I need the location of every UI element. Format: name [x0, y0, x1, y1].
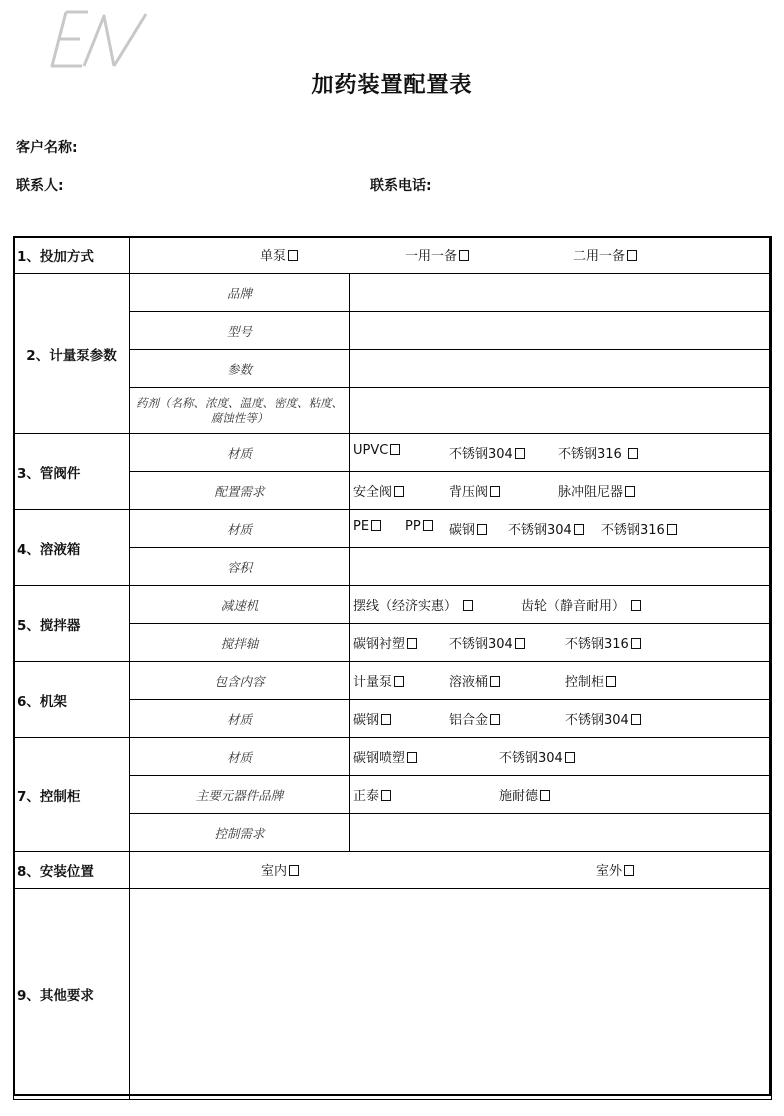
checkbox[interactable] [565, 752, 575, 763]
option-pp[interactable] [405, 519, 433, 534]
row-cabinet-material [14, 738, 772, 776]
option-label: 施耐德 [499, 788, 539, 804]
option-label: 计量泵 [353, 674, 393, 690]
option-single-pump[interactable] [260, 245, 298, 264]
option-ss304[interactable] [449, 443, 525, 462]
checkbox[interactable] [394, 676, 404, 687]
option-label: 不锈钢304 [565, 712, 629, 728]
section-label: 1、投加方式 [14, 237, 130, 274]
option-upvc[interactable] [353, 443, 400, 458]
option-pe[interactable] [353, 519, 381, 534]
frame-material-options [350, 700, 772, 738]
sub-label-chemical: 药剂（名称、浓度、温度、密度、粘度、腐蚀性等） [130, 388, 350, 434]
checkbox[interactable] [490, 676, 500, 687]
input-control-requirements[interactable] [350, 814, 772, 852]
input-pump-params[interactable] [350, 350, 772, 388]
contact-phone-label: 联系电话: [370, 178, 432, 194]
row-tank-material [14, 510, 772, 548]
option-safety-valve[interactable] [353, 481, 404, 500]
option-powder-coated-steel[interactable] [353, 747, 417, 766]
input-other-requirements[interactable] [130, 889, 772, 1100]
option-label: 单泵 [260, 249, 287, 264]
sub-label-material: 材质 [130, 434, 350, 472]
option-ss304[interactable] [508, 519, 584, 538]
option-label: 二用一备 [573, 249, 626, 264]
option-indoor[interactable] [261, 860, 299, 879]
sub-label-material: 材质 [130, 700, 350, 738]
option-label: 正泰 [353, 788, 380, 804]
checkbox[interactable] [515, 448, 525, 459]
option-outdoor[interactable] [596, 860, 634, 879]
option-label: 背压阀 [449, 484, 489, 500]
dosing-options [130, 237, 772, 274]
sub-label-contents: 包含内容 [130, 662, 350, 700]
reducer-options [350, 586, 772, 624]
checkbox[interactable] [540, 790, 550, 801]
option-solution-tank[interactable] [449, 671, 500, 690]
config-table [13, 236, 772, 1100]
option-ss316[interactable] [565, 633, 641, 652]
shaft-options [350, 624, 772, 662]
checkbox[interactable] [628, 448, 638, 459]
location-options [130, 852, 772, 889]
option-label: 溶液桶 [449, 674, 489, 690]
section-label: 8、安装位置 [14, 852, 130, 889]
checkbox[interactable] [381, 790, 391, 801]
sub-label-material: 材质 [130, 738, 350, 776]
option-label: 不锈钢304 [449, 636, 513, 652]
option-label: 脉冲阻尼器 [558, 484, 624, 500]
option-label: 不锈钢316 [565, 636, 629, 652]
checkbox[interactable] [606, 676, 616, 687]
option-label: 碳钢 [449, 522, 476, 538]
section-label: 9、其他要求 [14, 889, 130, 1100]
row-mixer-reducer [14, 586, 772, 624]
checkbox[interactable] [423, 520, 433, 531]
row-pump-brand [14, 274, 772, 312]
section-label: 3、管阀件 [14, 434, 130, 510]
checkbox[interactable] [371, 520, 381, 531]
option-label: 不锈钢316 [601, 522, 665, 538]
input-tank-volume[interactable] [350, 548, 772, 586]
option-carbon-steel[interactable] [449, 519, 487, 538]
valve-material-options [350, 434, 772, 472]
page-title: 加药装置配置表 [311, 73, 473, 98]
option-gear[interactable] [521, 595, 641, 614]
option-ss304[interactable] [499, 747, 575, 766]
option-label: 不锈钢304 [508, 522, 572, 538]
company-logo [38, 8, 150, 70]
option-label: 碳钢 [353, 712, 380, 728]
option-ss316[interactable] [601, 519, 677, 538]
section-label: 4、溶液箱 [14, 510, 130, 586]
option-ss304[interactable] [565, 709, 641, 728]
input-pump-brand[interactable] [350, 274, 772, 312]
option-label: 碳钢喷塑 [353, 750, 406, 766]
option-label: 室外 [596, 864, 623, 879]
checkbox[interactable] [459, 250, 469, 261]
input-pump-model[interactable] [350, 312, 772, 350]
sub-label-component-brand: 主要元器件品牌 [130, 776, 350, 814]
option-label: 摆线（经济实惠） [353, 598, 458, 614]
checkbox[interactable] [381, 714, 391, 725]
sub-label-material: 材质 [130, 510, 350, 548]
row-other-requirements [14, 889, 772, 1100]
option-one-duty-one-standby[interactable] [405, 245, 469, 264]
checkbox[interactable] [631, 600, 641, 611]
option-control-cabinet[interactable] [565, 671, 616, 690]
option-label: 一用一备 [405, 249, 458, 264]
option-plastic-lined-steel[interactable] [353, 633, 417, 652]
option-label: 碳钢衬塑 [353, 636, 406, 652]
option-two-duty-one-standby[interactable] [573, 245, 637, 264]
row-valve-material [14, 434, 772, 472]
section-label: 7、控制柜 [14, 738, 130, 852]
frame-contents-options [350, 662, 772, 700]
option-ss304[interactable] [449, 633, 525, 652]
customer-name-label: 客户名称: [16, 140, 78, 156]
valve-config-options [350, 472, 772, 510]
checkbox[interactable] [477, 524, 487, 535]
option-label: 铝合金 [449, 712, 489, 728]
option-cycloid[interactable] [353, 595, 473, 614]
row-frame-contents [14, 662, 772, 700]
option-aluminum[interactable] [449, 709, 500, 728]
checkbox[interactable] [627, 250, 637, 261]
checkbox[interactable] [667, 524, 677, 535]
sub-label-control-requirements: 控制需求 [130, 814, 350, 852]
option-carbon-steel[interactable] [353, 709, 391, 728]
contact-person-label: 联系人: [16, 178, 64, 194]
checkbox[interactable] [407, 752, 417, 763]
option-back-pressure-valve[interactable] [449, 481, 500, 500]
checkbox[interactable] [631, 638, 641, 649]
tank-material-options [350, 510, 772, 548]
option-label: 不锈钢316 [558, 446, 622, 462]
option-label: 室内 [261, 864, 288, 879]
checkbox[interactable] [631, 714, 641, 725]
option-label: 安全阀 [353, 484, 393, 500]
sub-label-volume: 容积 [130, 548, 350, 586]
checkbox[interactable] [625, 486, 635, 497]
sub-label-brand: 品牌 [130, 274, 350, 312]
row-dosing-method [14, 237, 772, 274]
cabinet-brand-options [350, 776, 772, 814]
section-label: 2、计量泵参数 [14, 274, 130, 434]
checkbox[interactable] [574, 524, 584, 535]
sub-label-reducer: 减速机 [130, 586, 350, 624]
option-label: 齿轮（静音耐用） [521, 598, 626, 614]
input-chemical[interactable] [350, 388, 772, 434]
checkbox[interactable] [515, 638, 525, 649]
checkbox[interactable] [390, 444, 400, 455]
option-label: 不锈钢304 [449, 446, 513, 462]
option-label: PE [353, 518, 370, 534]
checkbox[interactable] [394, 486, 404, 497]
checkbox[interactable] [463, 600, 473, 611]
section-label: 6、机架 [14, 662, 130, 738]
option-label: UPVC [353, 442, 389, 458]
checkbox[interactable] [490, 714, 500, 725]
checkbox[interactable] [289, 865, 299, 876]
section-label: 5、搅拌器 [14, 586, 130, 662]
option-metering-pump[interactable] [353, 671, 404, 690]
sub-label-params: 参数 [130, 350, 350, 388]
option-pulsation-damper[interactable] [558, 481, 635, 500]
option-label: PP [405, 518, 421, 534]
sub-label-config: 配置需求 [130, 472, 350, 510]
cabinet-material-options [350, 738, 772, 776]
option-label: 控制柜 [565, 674, 605, 690]
checkbox[interactable] [624, 865, 634, 876]
checkbox[interactable] [490, 486, 500, 497]
row-install-location [14, 852, 772, 889]
option-label: 不锈钢304 [499, 750, 563, 766]
option-schneider[interactable] [499, 785, 550, 804]
checkbox[interactable] [288, 250, 298, 261]
sub-label-shaft: 搅拌轴 [130, 624, 350, 662]
option-ss316[interactable] [558, 443, 638, 462]
option-chint[interactable] [353, 785, 391, 804]
checkbox[interactable] [407, 638, 417, 649]
sub-label-model: 型号 [130, 312, 350, 350]
